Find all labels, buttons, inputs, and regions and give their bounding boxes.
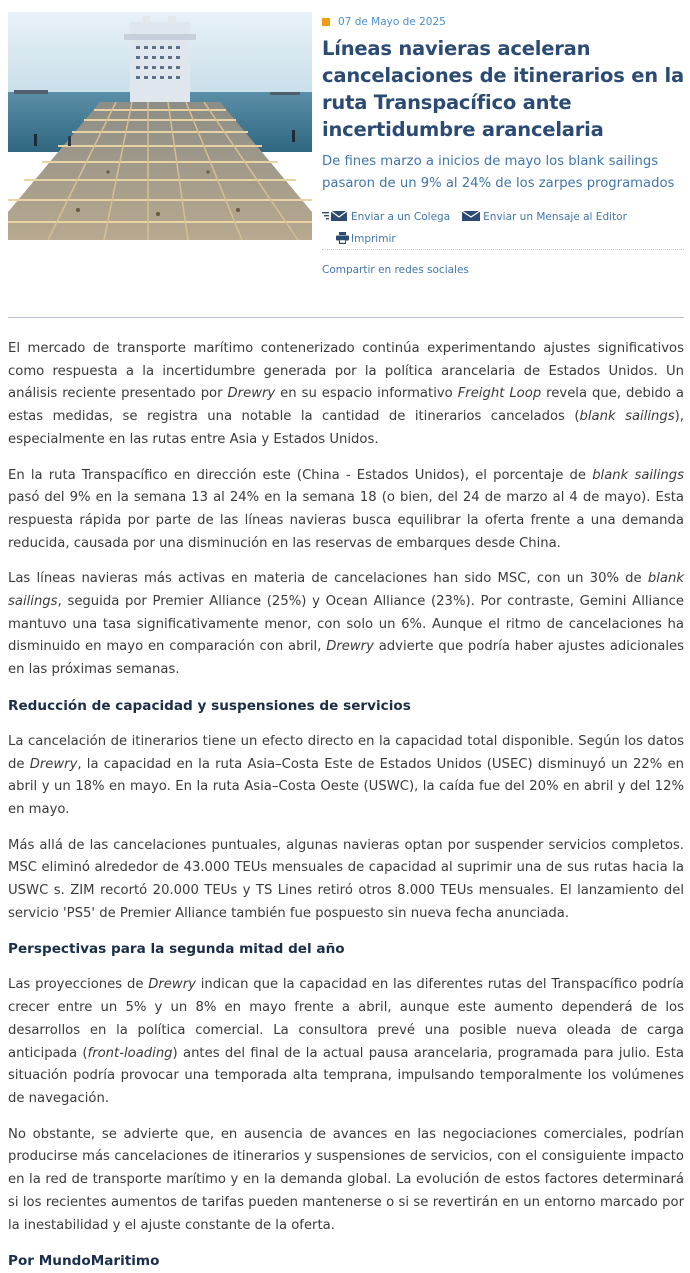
share-social-link[interactable]: Compartir en redes sociales [322,264,469,276]
byline: Por MundoMaritimo [8,1253,160,1270]
forward-mail-icon [322,210,348,225]
printer-icon [336,232,349,247]
section-heading-outlook: Perspectivas para la segunda mitad del año [8,941,345,958]
send-to-editor-link[interactable] [462,210,627,225]
source-name: Drewry [29,756,78,772]
paragraph-5: Más allá de las cancelaciones puntuales, algunas navieras optan por suspender servicios completos. MSC eliminó alrededor de 43.000 TEUs mensuales de capacidad al suprimir una de sus rutas hacia la USWC s. ZIM recortó 20.000 TEUs y TS Lines retiró otros 8.000 TEUs mensuales. El lanzamiento del servicio 'PS5' de Premier Alliance también fue pospuesto sin nueva fecha anunciada. [8,837,684,921]
source-name: Drewry [148,977,196,993]
actions-divider [322,249,684,250]
print-link[interactable] [336,232,396,247]
program-name: Freight Loop [457,386,542,402]
section-heading-capacity: Reducción de capacidad y suspensiones de servicios [8,697,411,714]
article-subtitle: De fines marzo a inicios de mayo los blank sailings pasaron de un 9% al 24% de los zarpes programados [322,154,675,191]
paragraph-1: El mercado de transporte marítimo contenerizado continúa experimentando ajustes significativos como respuesta a la incertidumbre generada por la política arancelaria de Estados Unidos. Un análisis reciente presentado por Drewry en su espacio informativo Freight Loop revela que, debido a estas medidas, se registra una notable la cantidad de itinerarios cancelados (blank sailings), especialmente en las rutas entre Asia y Estados Unidos. [8,341,684,447]
article-header [322,14,684,195]
envelope-icon [462,210,480,225]
paragraph-4: La cancelación de itinerarios tiene un efecto directo en la capacidad total disponible. Según los datos de Drewry, la capacidad en la ruta Asia–Costa Este de Estados Unidos (USEC) disminuyó un 22% en abril y un 18% en mayo. En la ruta Asia–Costa Oeste (USWC), la caída fue del 20% en abril y del 12% en mayo. [8,733,684,817]
article-title: Líneas navieras aceleran cancelaciones de itinerarios en la ruta Transpacífico ante incertidumbre arancelaria [322,37,684,141]
term: front-loading [87,1045,173,1061]
date-bullet-icon [322,18,330,26]
article-body [8,338,684,1273]
term: blank sailings [592,467,684,483]
article-actions [322,208,684,248]
date-row [322,14,684,30]
source-name: Drewry [227,386,276,402]
send-to-editor-label: Enviar un Mensaje al Editor [483,211,627,223]
paragraph-7: No obstante, se advierte que, en ausencia de avances en las negociaciones comerciales, podrían producirse más cancelaciones de itinerarios y suspensiones de servicios, con el consiguiente impacto en la red de transporte marítimo y en la demanda global. La evolución de estos factores determinará si los recientes aumentos de tarifas pueden mantenerse o si se revertirán en un entorno marcado por la inestabilidad y el ajuste constante de la oferta. [8,1126,684,1233]
paragraph-3: Las líneas navieras más activas en materia de cancelaciones han sido MSC, con un 30% de blank sailings, seguida por Premier Alliance (25%) y Ocean Alliance (23%). Por contraste, Gemini Alliance mantuvo una tasa significativamente menor, con solo un 6%. Aunque el ritmo de cancelaciones ha disminuido en mayo en comparación con abril, Drewry advierte que podría haber ajustes adicionales en las próximas semanas. [8,571,684,678]
send-to-colleague-link[interactable] [322,210,450,225]
paragraph-6: Las proyecciones de Drewry indican que la capacidad en las diferentes rutas del Transpacífico podría crecer entre un 5% y un 8% en mayo frente a abril, aunque este aumento dependerá de los desarrollos en la política comercial. La consultora prevé una posible nueva oleada de carga anticipada (front-loading) antes del final de la actual pausa arancelaria, programada para julio. Esta situación podría provocar una temporada alta temprana, impulsando temporalmente los volúmenes de navegación. [8,977,684,1106]
term: blank sailings [579,409,675,425]
source-name: Drewry [326,639,374,655]
paragraph-2: En la ruta Transpacífico en dirección este (China - Estados Unidos), el porcentaje de blank sailings pasó del 9% en la semana 13 al 24% en la semana 18 (o bien, del 24 de marzo al 4 de mayo). Esta respuesta rápida por parte de las líneas navieras busca equilibrar la oferta frente a una demanda reducida, causada por una disminución en las reservas de embarques desde China. [8,467,684,551]
term: blank sailings [8,571,684,610]
header-divider [8,317,684,318]
print-label: Imprimir [351,233,396,245]
article-date: 07 de Mayo de 2025 [338,16,446,28]
send-to-colleague-label: Enviar a un Colega [351,211,451,223]
article-photo-ship-deck [8,12,312,240]
